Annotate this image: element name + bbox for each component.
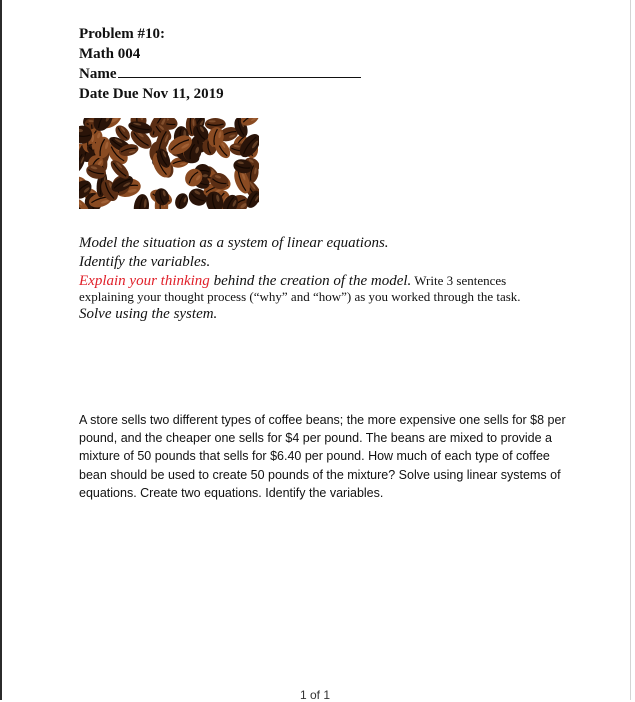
due-date: Date Due Nov 11, 2019 — [79, 85, 224, 102]
page-right-border — [630, 0, 631, 700]
problem-statement: A store sells two different types of coffee beans; the more expensive one sells for $8 per pound, and the cheaper one sells for $4 per pound. The beans are mixed to provide a mixture of 50 pounds that sells for $6.40 per pound. How much of each type of coffee bean should be used to create 50 pounds of the mixture? Solve using linear systems of equations. Create two equations. Identify the variables. — [79, 413, 566, 500]
explain-italic: behind the creation of the model. — [209, 273, 412, 289]
problem-number: Problem #10: — [79, 26, 165, 42]
page-left-border — [0, 0, 2, 700]
course-code: Math 004 — [79, 45, 141, 62]
coffee-beans-image — [79, 118, 259, 209]
instruction-explain — [79, 273, 559, 305]
instruction-solve: Solve using the system. — [79, 306, 218, 322]
instruction-model: Model the situation as a system of linear equations. — [79, 235, 389, 251]
document-header — [79, 25, 361, 104]
instructions-block — [79, 234, 559, 324]
explain-rest: Write 3 sentences explaining your thought process (“why” and “how”) as you worked through the task. — [79, 273, 521, 304]
explain-highlight: Explain your thinking — [79, 273, 210, 289]
name-row — [79, 64, 361, 85]
instruction-variables: Identify the variables. — [79, 254, 211, 270]
page-counter: 1 of 1 — [300, 688, 331, 702]
coffee-beans-illustration — [79, 118, 259, 209]
name-blank-line — [118, 64, 361, 78]
name-label: Name — [79, 66, 117, 82]
